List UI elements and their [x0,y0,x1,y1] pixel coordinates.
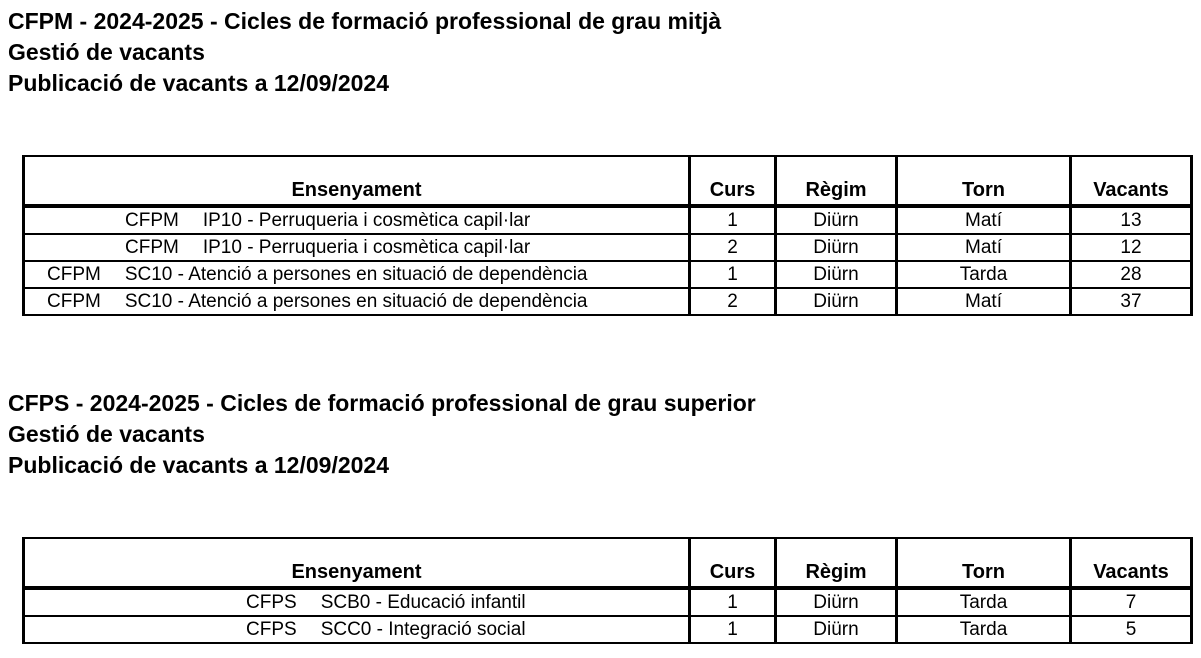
torn-cell: Tarda [897,261,1071,288]
vacants-cell: 28 [1071,261,1192,288]
table-header-row [24,538,1192,588]
regim-cell: Diürn [776,206,897,234]
regim-cell: Diürn [776,234,897,261]
vacants-cell: 12 [1071,234,1192,261]
table-header-row [24,156,1192,206]
regim-cell: Diürn [776,588,897,616]
curs-cell: 2 [690,234,776,261]
cycle-name: SCC0 - Integració social [320,618,526,640]
header-curs: Curs [690,538,776,588]
cycle-name: IP10 - Perruqueria i cosmètica capil·lar [202,209,531,231]
cycle-type: CFPM [47,290,101,312]
cycle-name: SC10 - Atenció a persones en situació de dependència [124,290,588,312]
header-ensenyament: Ensenyament [24,156,690,206]
curs-cell: 1 [690,588,776,616]
cycle-type: CFPS [246,618,297,640]
header-ensenyament: Ensenyament [24,538,690,588]
vacancies-table-cfps [22,537,1193,644]
table-row [24,261,1192,288]
section-title: CFPM - 2024-2025 - Cicles de formació professional de grau mitjà [8,8,722,34]
torn-cell: Matí [897,206,1071,234]
table-row [24,206,1192,234]
header-torn: Torn [897,538,1071,588]
ensenyament-cell [24,206,690,234]
regim-cell: Diürn [776,288,897,315]
vacants-cell: 7 [1071,588,1192,616]
curs-cell: 1 [690,206,776,234]
section-title: CFPS - 2024-2025 - Cicles de formació professional de grau superior [8,390,756,416]
torn-cell: Matí [897,234,1071,261]
cycle-type: CFPS [246,591,297,613]
section-2-heading [8,388,756,481]
curs-cell: 1 [690,261,776,288]
section-subtitle: Gestió de vacants [8,421,205,447]
vacancies-table-cfpm [22,155,1193,316]
curs-cell: 1 [690,616,776,643]
header-torn: Torn [897,156,1071,206]
curs-cell: 2 [690,288,776,315]
ensenyament-cell [24,288,690,315]
cycle-name: SC10 - Atenció a persones en situació de dependència [124,263,588,285]
vacants-cell: 13 [1071,206,1192,234]
table-row [24,234,1192,261]
header-curs: Curs [690,156,776,206]
publication-date: Publicació de vacants a 12/09/2024 [8,452,390,478]
header-regim: Règim [776,156,897,206]
cycle-name: SCB0 - Educació infantil [320,591,526,613]
torn-cell: Tarda [897,588,1071,616]
cycle-type: CFPM [125,236,179,258]
cycle-type: CFPM [125,209,179,231]
ensenyament-cell [24,616,690,643]
header-vacants: Vacants [1071,538,1192,588]
ensenyament-cell [24,261,690,288]
regim-cell: Diürn [776,616,897,643]
cycle-name: IP10 - Perruqueria i cosmètica capil·lar [202,236,531,258]
publication-date: Publicació de vacants a 12/09/2024 [8,70,390,96]
header-vacants: Vacants [1071,156,1192,206]
torn-cell: Tarda [897,616,1071,643]
ensenyament-cell [24,234,690,261]
table-row [24,288,1192,315]
torn-cell: Matí [897,288,1071,315]
regim-cell: Diürn [776,261,897,288]
ensenyament-cell [24,588,690,616]
vacants-cell: 5 [1071,616,1192,643]
header-regim: Règim [776,538,897,588]
table-row [24,588,1192,616]
cycle-type: CFPM [47,263,101,285]
table-row [24,616,1192,643]
section-1-heading [8,6,721,99]
vacants-cell: 37 [1071,288,1192,315]
section-subtitle: Gestió de vacants [8,39,205,65]
